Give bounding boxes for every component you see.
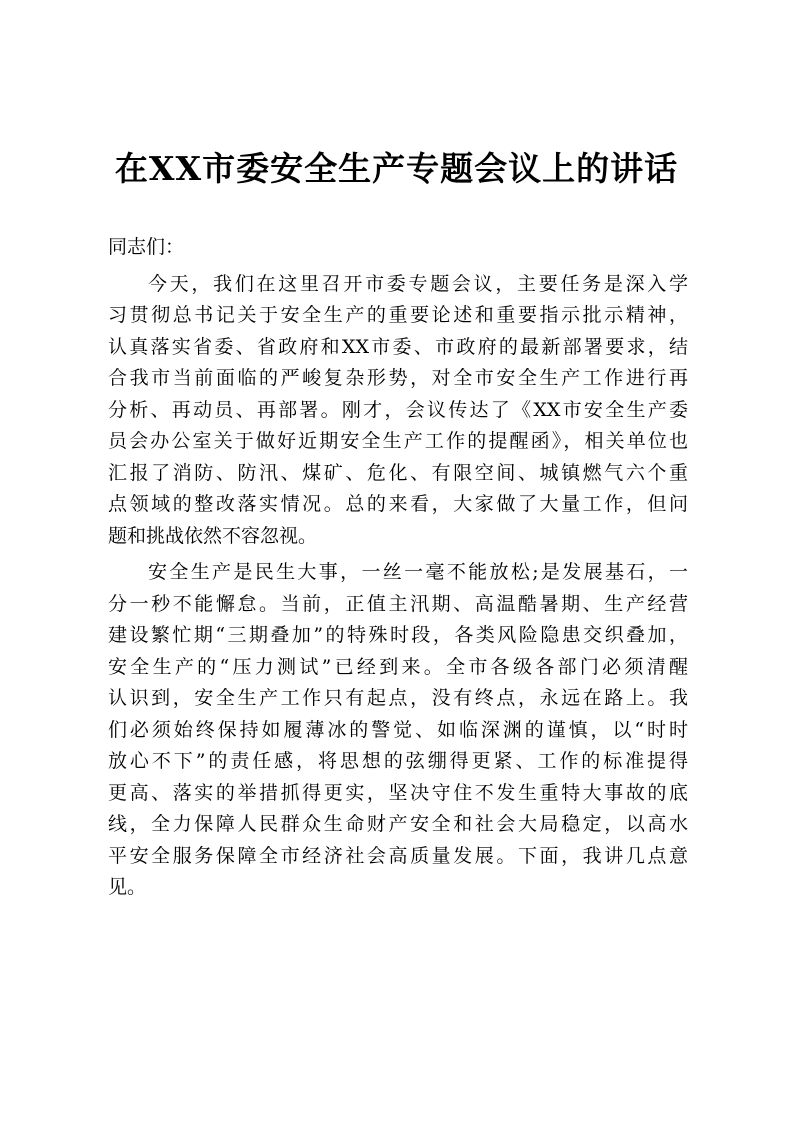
paragraph-line: 分析、再动员、再部署。刚才，会议传达了《XX市安全生产委 <box>108 398 688 421</box>
salutation: 同志们： <box>108 236 185 258</box>
paragraph-line: 安全生产的“压力测试”已经到来。全市各级各部门必须清醒 <box>108 655 688 678</box>
paragraph-line: 更高、落实的举措抓得更实，坚决守住不发生重特大事故的底 <box>108 781 688 804</box>
paragraph-line: 们必须始终保持如履薄冰的警觉、如临深渊的谨慎，以“时时 <box>108 718 688 741</box>
paragraph-line: 分一秒不能懈怠。当前，正值主汛期、高温酷暑期、生产经营 <box>108 592 688 615</box>
paragraph-line: 认真落实省委、省政府和XX市委、市政府的最新部署要求，结 <box>108 335 688 358</box>
paragraph-line: 安全生产是民生大事，一丝一毫不能放松;是发展基石，一 <box>148 561 688 583</box>
paragraph-1 <box>108 269 688 553</box>
document-body <box>108 232 688 904</box>
paragraph-line: 题和挑战依然不容忽视。 <box>108 524 318 547</box>
paragraph-line: 今天，我们在这里召开市委专题会议，主要任务是深入学 <box>148 272 688 295</box>
paragraph-line: 员会办公室关于做好近期安全生产工作的提醒函》，相关单位也 <box>108 430 688 452</box>
paragraph-line: 认识到，安全生产工作只有起点，没有终点，永远在路上。我 <box>108 687 688 709</box>
paragraph-line: 放心不下”的责任感，将思想的弦绷得更紧、工作的标准提得 <box>108 750 688 772</box>
paragraph-line: 见。 <box>108 876 147 898</box>
paragraph-line: 点领域的整改落实情况。总的来看，大家做了大量工作，但问 <box>108 493 688 515</box>
paragraph-line: 建设繁忙期“三期叠加”的特殊时段，各类风险隐患交织叠加， <box>108 624 688 646</box>
paragraph-line: 线，全力保障人民群众生命财产安全和社会大局稳定，以高水 <box>108 813 688 835</box>
paragraph-line: 习贯彻总书记关于安全生产的重要论述和重要指示批示精神， <box>108 304 688 326</box>
paragraph-line: 汇报了消防、防汛、煤矿、危化、有限空间、城镇燃气六个重 <box>108 461 688 484</box>
paragraph-line: 合我市当前面临的严峻复杂形势，对全市安全生产工作进行再 <box>108 367 688 389</box>
paragraph-2 <box>108 557 688 904</box>
document-title: 在XX市委安全生产专题会议上的讲话 <box>114 149 679 188</box>
paragraph-line: 平安全服务保障全市经济社会高质量发展。下面，我讲几点意 <box>108 844 688 867</box>
